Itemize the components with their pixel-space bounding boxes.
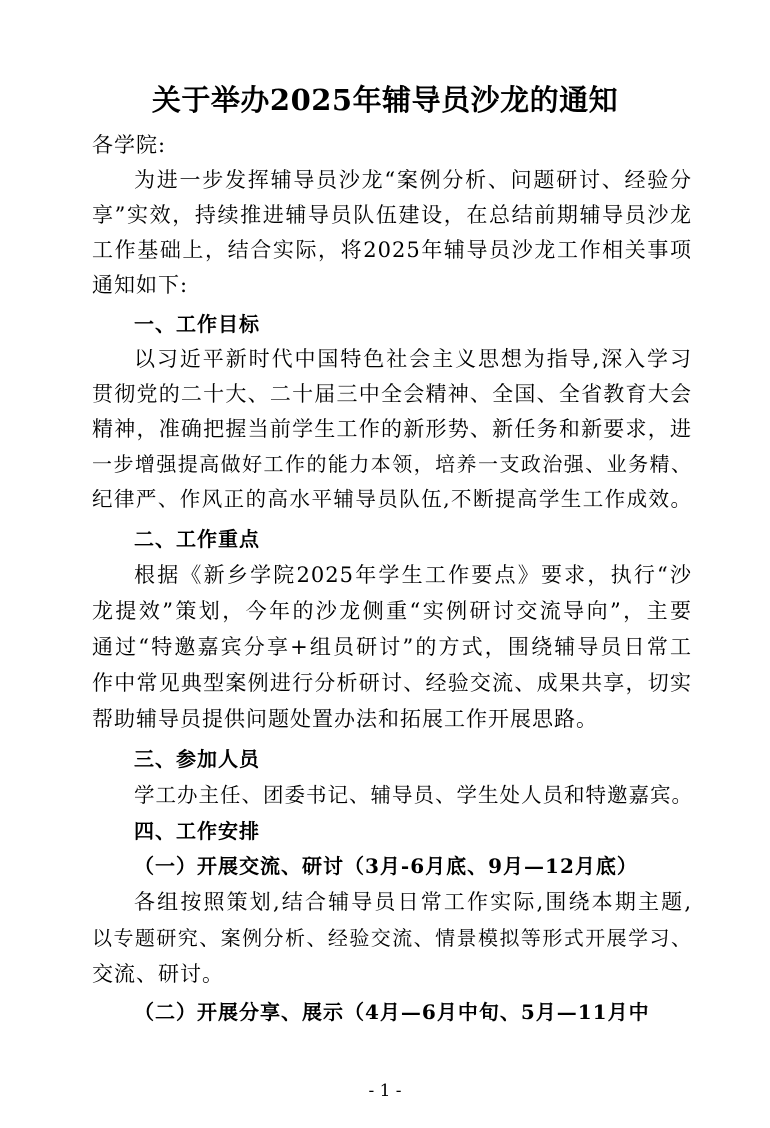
- section-4-sub-2-heading: （二）开展分享、展示（4月—6月中旬、5月—11月中: [134, 1000, 650, 1024]
- section-1-heading: 一、工作目标: [134, 312, 260, 336]
- section-2-line-4: 作中常见典型案例进行分析研讨、经验交流、成果共享，切实: [92, 671, 692, 695]
- section-4-sub-1-heading: （一）开展交流、研讨（3月-6月底、9月—12月底）: [134, 854, 638, 878]
- document-title: 关于举办2025年辅导员沙龙的通知: [151, 83, 619, 117]
- section-3-heading: 三、参加人员: [134, 747, 260, 771]
- salutation: 各学院:: [92, 133, 167, 157]
- section-4-heading: 四、工作安排: [134, 819, 260, 843]
- intro-line-3: 工作基础上，结合实际，将2025年辅导员沙龙工作相关事项: [92, 238, 692, 262]
- intro-line-4: 通知如下:: [92, 273, 189, 297]
- section-1-line-5: 纪律严、作风正的高水平辅导员队伍,不断提高学生工作成效。: [92, 487, 692, 511]
- section-1-line-1: 以习近平新时代中国特色社会主义思想为指导,深入学习: [134, 347, 692, 371]
- section-2-line-5: 帮助辅导员提供问题处置办法和拓展工作开展思路。: [92, 707, 598, 731]
- section-3-line-1: 学工办主任、团委书记、辅导员、学生处人员和特邀嘉宾。: [134, 783, 693, 807]
- intro-line-1: 为进一步发挥辅导员沙龙“案例分析、问题研讨、经验分: [134, 168, 692, 192]
- section-2-line-3: 通过“特邀嘉宾分享+组员研讨”的方式，围绕辅导员日常工: [92, 635, 692, 659]
- section-2-heading: 二、工作重点: [134, 527, 260, 551]
- section-1-line-3: 精神，准确把握当前学生工作的新形势、新任务和新要求，进: [92, 417, 692, 441]
- intro-line-2: 享”实效，持续推进辅导员队伍建设，在总结前期辅导员沙龙: [92, 203, 692, 227]
- section-2-line-2: 龙提效”策划，今年的沙龙侧重“实例研讨交流导向”，主要: [92, 599, 692, 623]
- section-1-line-2: 贯彻党的二十大、二十届三中全会精神、全国、全省教育大会: [92, 382, 692, 406]
- section-4-sub-1-line-2: 以专题研究、案例分析、经验交流、情景模拟等形式开展学习、: [92, 926, 692, 950]
- section-4-sub-1-line-1: 各组按照策划,结合辅导员日常工作实际,围绕本期主题,: [134, 890, 692, 914]
- section-1-line-4: 一步增强提高做好工作的能力本领，培养一支政治强、业务精、: [92, 452, 692, 476]
- section-4-sub-1-line-3: 交流、研讨。: [92, 962, 224, 986]
- section-2-line-1: 根据《新乡学院2025年学生工作要点》要求，执行“沙: [134, 563, 692, 587]
- page-number: - 1 -: [368, 1081, 402, 1101]
